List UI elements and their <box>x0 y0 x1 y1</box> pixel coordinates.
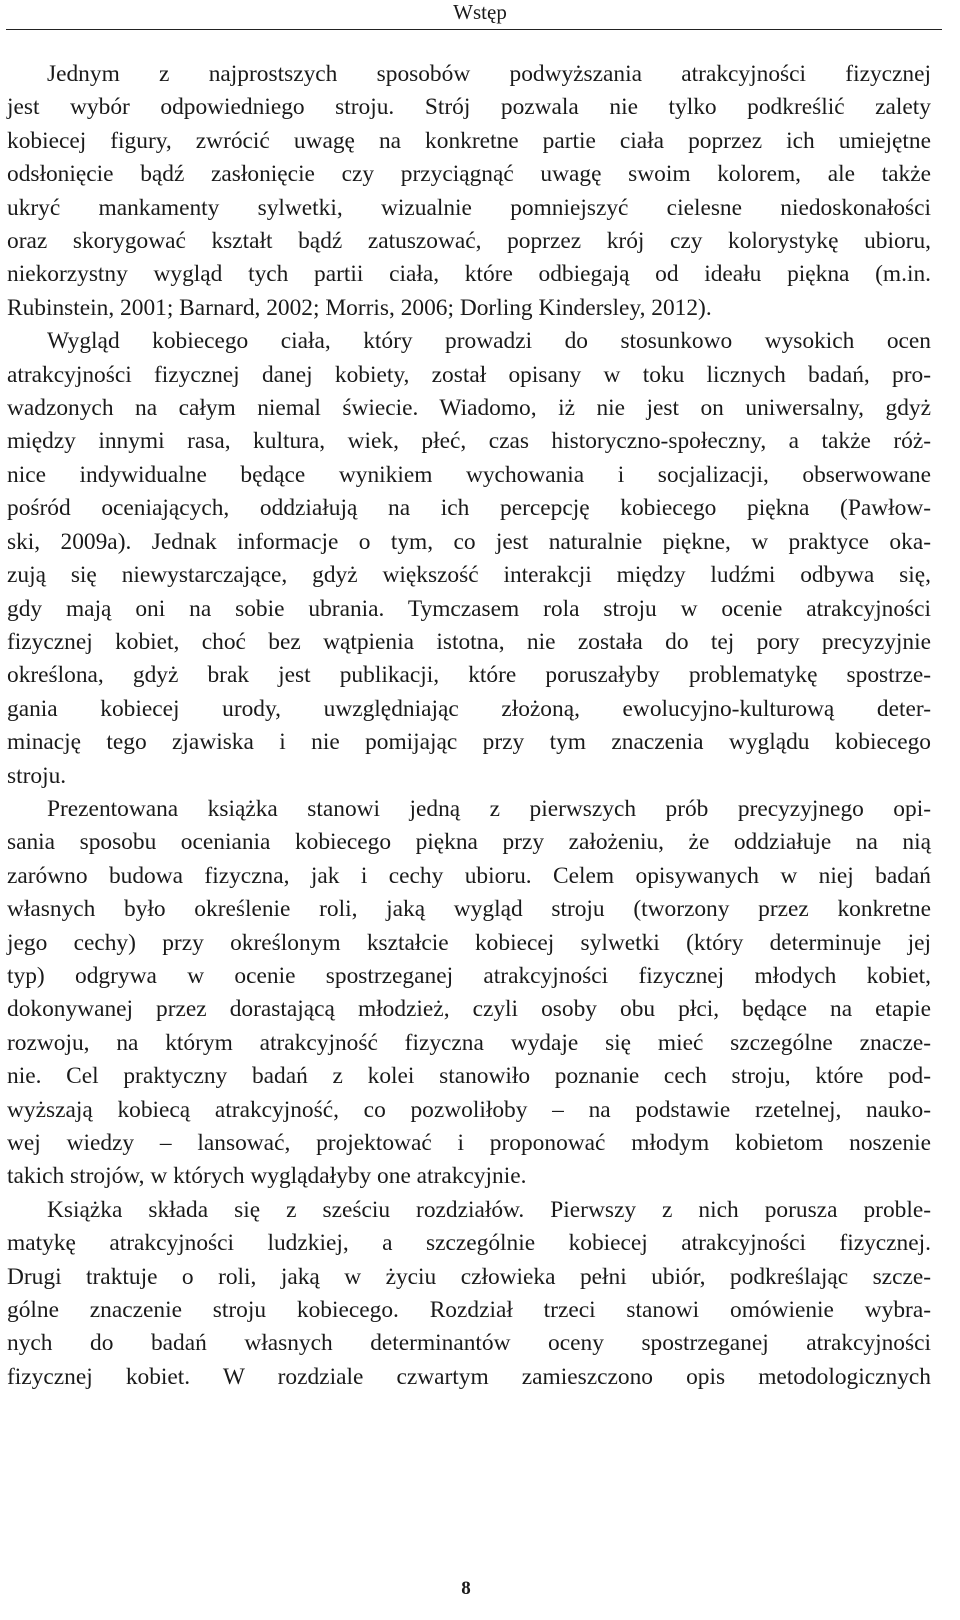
text-line: nie. Cel praktyczny badań z kolei stanowiło poznanie cech stroju, które pod- <box>7 1063 931 1090</box>
text-line: wadzonych na całym niemal świecie. Wiadomo, iż nie jest on uniwersalny, gdyż <box>7 395 931 422</box>
text-line: jest wybór odpowiedniego stroju. Strój pozwala nie tylko podkreślić zalety <box>7 94 931 121</box>
text-line: Wygląd kobiecego ciała, który prowadzi do stosunkowo wysokich ocen <box>47 328 931 355</box>
text-line: ski, 2009a). Jednak informacje o tym, co jest naturalnie piękne, w praktyce oka- <box>7 528 931 555</box>
text-line: takich strojów, w których wyglądałyby one atrakcyjnie. <box>7 1163 527 1190</box>
text-line: Prezentowana książka stanowi jedną z pierwszych prób precyzyjnego opi- <box>47 795 931 822</box>
text-line: stroju. <box>7 762 67 789</box>
paragraph <box>7 325 931 793</box>
paragraph <box>7 58 931 325</box>
text-line: Książka składa się z sześciu rozdziałów. Pierwszy z nich porusza proble- <box>47 1196 931 1223</box>
body-text <box>7 58 931 1394</box>
text-line: jego cechy) przy określonym kształcie kobiecej sylwetki (który determinuje jej <box>7 929 931 956</box>
text-line: wyższają kobiecą atrakcyjność, co pozwoliłoby – na podstawie rzetelnej, nauko- <box>7 1096 931 1123</box>
text-line: określona, gdyż brak jest publikacji, które poruszałyby problematykę spostrze- <box>7 662 931 689</box>
text-line: zarówno budowa fizyczna, jak i cechy ubioru. Celem opisywanych w niej badań <box>7 862 931 889</box>
text-line: oraz skorygować kształt bądź zatuszować, poprzez krój czy kolorystykę ubioru, <box>7 228 931 255</box>
running-head-title: Wstęp <box>453 0 507 24</box>
text-line: gólne znaczenie stroju kobiecego. Rozdział trzeci stanowi omówienie wybra- <box>7 1297 931 1324</box>
text-line: ukryć mankamenty sylwetki, wizualnie pomniejszyć cielesne niedoskonałości <box>7 194 931 221</box>
page-number: 8 <box>461 1578 471 1599</box>
text-line: pośród oceniających, oddziałują na ich percepcję kobiecego piękna (Pawłow- <box>7 495 931 522</box>
text-line: dokonywanej przez dorastającą młodzież, czyli osoby obu płci, będące na etapie <box>7 996 931 1023</box>
text-line: matykę atrakcyjności ludzkiej, a szczególnie kobiecej atrakcyjności fizycznej. <box>7 1230 931 1257</box>
text-line: sania sposobu oceniania kobiecego piękna przy założeniu, że oddziałuje na nią <box>7 829 931 856</box>
text-line: niekorzystny wygląd tych partii ciała, które odbiegają od ideału piękna (m.in. <box>7 261 931 288</box>
text-line: fizycznej kobiet. W rozdziale czwartym zamieszczono opis metodologicznych <box>7 1363 931 1390</box>
text-line: wej wiedzy – lansować, projektować i proponować młodym kobietom noszenie <box>7 1130 931 1156</box>
text-line: Jednym z najprostszych sposobów podwyższania atrakcyjności fizycznej <box>47 61 931 87</box>
text-line: nice indywidualne będące wynikiem wychowania i socjalizacji, obserwowane <box>7 461 931 488</box>
text-line: odsłonięcie bądź zasłonięcie czy przyciągnąć uwagę swoim kolorem, ale także <box>7 161 931 188</box>
paragraph <box>7 793 931 1194</box>
text-line: atrakcyjności fizycznej danej kobiety, został opisany w toku licznych badań, pro- <box>7 361 931 388</box>
text-line: gania kobiecej urody, uwzględniając złożoną, ewolucyjno-kulturową deter- <box>7 695 931 722</box>
text-line: Rubinstein, 2001; Barnard, 2002; Morris, 2006; Dorling Kindersley, 2012). <box>7 294 712 321</box>
text-line: między innymi rasa, kultura, wiek, płeć, czas historyczno-społeczny, a także róż- <box>7 428 931 455</box>
text-line: kobiecej figury, zwrócić uwagę na konkretne partie ciała poprzez ich umiejętne <box>7 127 931 154</box>
paragraph <box>7 1194 931 1394</box>
text-line: nych do badań własnych determinantów oceny spostrzeganej atrakcyjności <box>7 1330 931 1357</box>
text-line: Drugi traktuje o roli, jaką w życiu człowieka pełni ubiór, podkreślając szcze- <box>7 1263 931 1290</box>
text-line: fizycznej kobiet, choć bez wątpienia istotna, nie została do tej pory precyzyjnie <box>7 628 931 655</box>
text-line: własnych było określenie roli, jaką wygląd stroju (tworzony przez konkretne <box>7 896 931 923</box>
text-line: zują się niewystarczające, gdyż większość interakcji między ludźmi odbywa się, <box>7 562 931 589</box>
header-rule <box>6 29 942 30</box>
text-line: rozwoju, na którym atrakcyjność fizyczna wydaje się mieć szczególne znacze- <box>7 1029 931 1056</box>
text-line: minację tego zjawiska i nie pomijając przy tym znaczenia wyglądu kobiecego <box>7 729 931 756</box>
text-line: typ) odgrywa w ocenie spostrzeganej atrakcyjności fizycznej młodych kobiet, <box>7 962 931 989</box>
text-line: gdy mają oni na sobie ubrania. Tymczasem rola stroju w ocenie atrakcyjności <box>7 595 931 622</box>
